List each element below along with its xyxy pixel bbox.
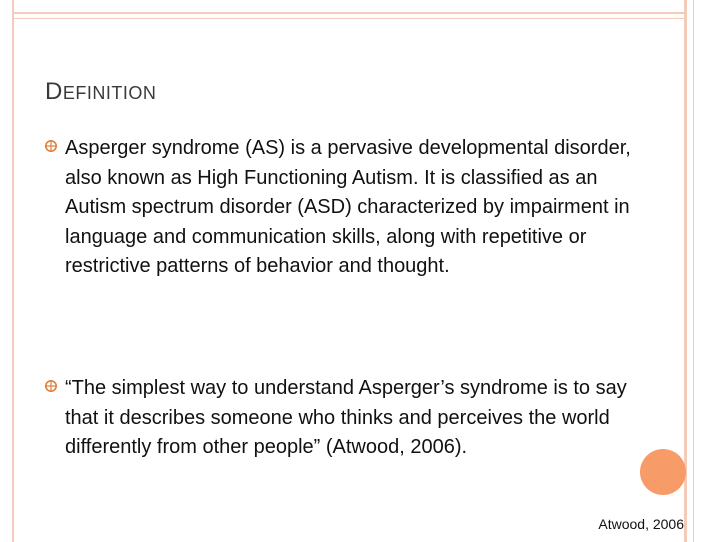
bullet-text: Asperger syndrome (AS) is a pervasive developmental disorder, also known as High Functioning Autism. It is classified as an Autism spectrum disorder (ASD) characterized by impairment in language and communication skills, along with repetitive or restrictive patterns of behavior and thought. <box>65 137 631 277</box>
citation: Atwood, 2006 <box>598 516 684 532</box>
bullet-icon <box>44 379 58 393</box>
slide-title: DEFINITION <box>45 78 157 105</box>
frame-right-inner-line <box>693 0 694 542</box>
frame-left-line <box>12 0 14 542</box>
bullet-text: “The simplest way to understand Asperger’s syndrome is to say that it describes someone who thinks and perceives the world differently from other people” (Atwood, 2006). <box>65 377 627 458</box>
frame-top-line <box>12 12 686 14</box>
frame-top-inner-line <box>12 18 686 19</box>
frame-right-line <box>684 0 687 542</box>
decorative-circle <box>640 449 686 495</box>
bullet-icon <box>44 139 58 153</box>
